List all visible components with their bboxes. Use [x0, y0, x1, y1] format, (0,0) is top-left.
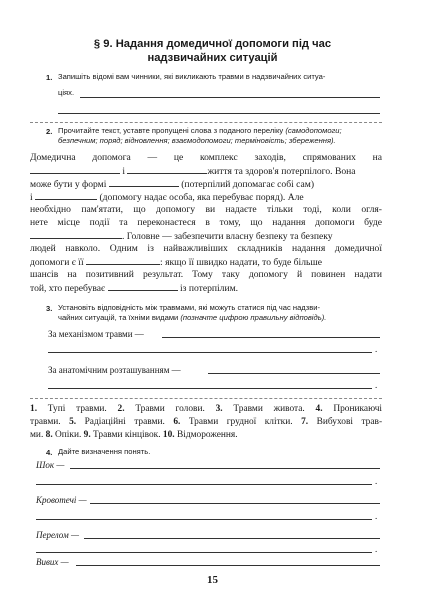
task1-text-line2: ціях. — [58, 88, 75, 97]
anatomy-answer-line[interactable] — [208, 373, 380, 374]
anatomy-answer-line-2[interactable] — [48, 388, 372, 389]
fill-blank[interactable] — [109, 177, 179, 187]
fill-blank[interactable] — [108, 281, 178, 291]
term-dislocation: Вивих — — [36, 557, 69, 567]
task2-para-line: необхідно пам'ятати, що допомогу ви надаєте тільки тоді, коли огля- — [30, 204, 382, 215]
task4-text: Дайте визначення понять. — [58, 447, 151, 456]
mechanism-answer-line[interactable] — [162, 337, 380, 338]
fracture-answer-line-2[interactable] — [36, 552, 372, 553]
period-mark: . — [375, 476, 378, 486]
task1-answer-line-2[interactable] — [58, 113, 380, 114]
task3-text-line2: чайних ситуацій, та їхніми видами (позначте цифрою правильну відповідь). — [58, 313, 327, 322]
task2-para-line: і життя та здоров'я потерпілого. Вона — [30, 164, 382, 178]
dislocation-answer-line[interactable] — [76, 565, 380, 566]
period-mark: . — [375, 544, 378, 554]
shock-answer-line-2[interactable] — [36, 484, 372, 485]
task3-text-line1: Установіть відповідність між травмами, які можуть статися під час надзви- — [58, 303, 321, 312]
task4-number: 4. — [46, 448, 53, 457]
task2-para-line: нете місце події та переконаєтеся в тому, що надання допомоги буде — [30, 217, 382, 228]
fill-blank[interactable] — [30, 229, 122, 239]
task2-text-line1: Прочитайте текст, уставте пропущені слова з поданого переліку (самодопомоги; — [58, 126, 342, 135]
task1-number: 1. — [46, 73, 53, 82]
bleeding-answer-line[interactable] — [90, 503, 380, 504]
period-mark: . — [375, 380, 378, 390]
fracture-answer-line[interactable] — [84, 538, 380, 539]
task2-number: 2. — [46, 127, 53, 136]
fill-blank[interactable] — [86, 255, 160, 265]
task2-para-line: допомоги є її : якщо її швидко надати, то буде більше — [30, 257, 323, 268]
injury-list-line: 1. Тупі травми. 2. Травми голови. 3. Травми живота. 4. Проникаючі — [30, 404, 383, 414]
mechanism-label: За механізмом травми — — [48, 329, 144, 339]
term-fracture: Перелом — — [36, 530, 79, 540]
fill-blank[interactable] — [127, 164, 207, 174]
task2-word-list: безпечним; поряд; відновлення; взаємодопомоги; терміновість; збереження). — [58, 136, 336, 145]
term-bleeding: Кровотечі — — [36, 495, 87, 505]
task1-answer-line-1[interactable] — [80, 97, 380, 98]
task2-para-line: і (допомогу надає особа, яка перебуває поряд). Але — [30, 192, 304, 203]
term-shock: Шок — — [36, 460, 65, 470]
injury-list-line: ми. 8. Опіки. 9. Травми кінцівок. 10. Відмороження. — [30, 430, 238, 440]
task2-para-line: той, хто перебуває із потерпілим. — [30, 283, 239, 294]
divider — [30, 122, 382, 123]
period-mark: . — [375, 511, 378, 521]
task2-para-line: людей навколо. Одним із найважливіших складників надання домедичної — [30, 243, 382, 254]
task2-para-line: може бути у формі (потерпілий допомагає собі сам) — [30, 179, 315, 190]
page-number: 15 — [207, 574, 218, 586]
task1-text-line1: Запишіть відомі вам чинники, які викликають травми в надзвичайних ситуа- — [58, 72, 326, 81]
task2-para-line: . Головне — забезпечити власну безпеку та безпеку — [30, 229, 382, 243]
task2-para-line: шансів на позитивний результат. Тому таку допомогу й повинен надати — [30, 269, 382, 280]
section-subtitle: надзвичайних ситуацій — [147, 52, 278, 64]
shock-answer-line[interactable] — [70, 468, 380, 469]
task3-number: 3. — [46, 304, 53, 313]
section-title: § 9. Надання домедичної допомоги під час — [93, 38, 332, 50]
fill-blank[interactable] — [30, 164, 120, 174]
bleeding-answer-line-2[interactable] — [36, 519, 372, 520]
period-mark: . — [375, 344, 378, 354]
injury-list-line: травми. 5. Радіаційні травми. 6. Травми грудної клітки. 7. Вибухові трав- — [30, 417, 383, 427]
mechanism-answer-line-2[interactable] — [48, 352, 372, 353]
anatomy-label: За анатомічним розташуванням — — [48, 365, 181, 375]
fill-blank[interactable] — [35, 190, 97, 200]
divider — [30, 398, 382, 399]
task2-para-line: Домедична допомога — це комплекс заходів, спрямованих на — [30, 152, 382, 163]
